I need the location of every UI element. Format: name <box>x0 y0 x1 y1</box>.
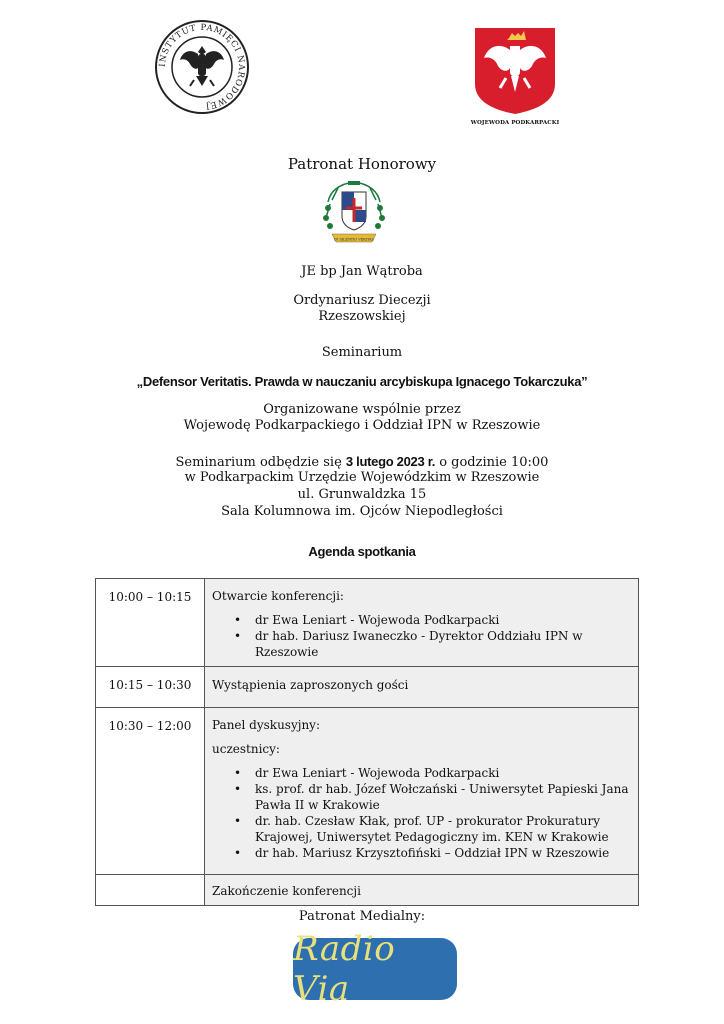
seminar-title: „Defensor Veritatis. Prawda w nauczaniu arcybiskupa Ignacego Tokarczuka” <box>136 374 588 389</box>
venue-line2: ul. Grunwaldzka 15 <box>297 487 427 502</box>
agenda-time: 10:00 – 10:15 <box>96 579 205 667</box>
bishop-coat-of-arms <box>318 178 390 248</box>
when-prefix: Seminarium odbędzie się <box>175 455 346 470</box>
wojewoda-caption: WOJEWODA PODKARPACKI <box>470 120 560 126</box>
list-item: • dr hab. Dariusz Iwaneczko - Dyrektor Oddziału IPN w Rzeszowie <box>212 628 632 660</box>
ipn-ring-text: INSTYTUT PAMIĘCI NARODOWEJ <box>157 22 247 111</box>
agenda-item-title: Otwarcie konferencji: <box>212 589 344 603</box>
list-item: • ks. prof. dr hab. Józef Wołczański - Uniwersytet Papieski Jana Pawła II w Krakowie <box>212 781 632 813</box>
patronage-title: Patronat Honorowy <box>287 155 437 173</box>
agenda-time <box>96 875 205 906</box>
organizers-line1: Organizowane wspólnie przez <box>263 402 461 417</box>
wojewoda-logo <box>470 24 560 134</box>
venue-line1: w Podkarpackim Urzędzie Wojewódzkim w Rzeszowie <box>184 470 540 485</box>
agenda-item-title: Panel dyskusyjny: <box>212 718 320 732</box>
agenda-description <box>205 579 639 667</box>
when-date: 3 lutego 2023 r. <box>345 454 436 469</box>
seminar-when <box>0 454 724 471</box>
radio-via-logo-text: Radio Via <box>293 929 396 1009</box>
agenda-description <box>205 708 639 875</box>
ipn-logo <box>152 18 252 116</box>
list-item: • dr Ewa Leniart - Wojewoda Podkarpacki <box>212 612 632 628</box>
agenda-item-title: Zakończenie konferencji <box>205 875 639 906</box>
bishop-title-line1: Ordynariusz Diecezji <box>293 293 431 308</box>
radio-via-logo <box>293 929 457 1009</box>
venue-line3: Sala Kolumnowa im. Ojców Niepodległości <box>221 504 503 519</box>
agenda-time: 10:30 – 12:00 <box>96 708 205 875</box>
list-item: • dr Ewa Leniart - Wojewoda Podkarpacki <box>212 765 632 781</box>
agenda-heading: Agenda spotkania <box>308 544 416 559</box>
participant-list <box>212 612 632 660</box>
bishop-name: JE bp Jan Wątroba <box>301 264 423 279</box>
agenda-subtitle: uczestnicy: <box>212 742 280 756</box>
bishop-title-line2: Rzeszowskiej <box>318 309 406 324</box>
media-patronage: Patronat Medialny: <box>298 909 426 924</box>
list-item: • dr. hab. Czesław Kłak, prof. UP - prokurator Prokuratury Krajowej, Uniwersytet Pedagogiczny im. KEN w Krakowie <box>212 813 632 845</box>
table-row <box>96 708 639 875</box>
table-row <box>96 579 639 667</box>
when-suffix: o godzinie 10:00 <box>435 455 549 470</box>
table-row <box>96 667 639 708</box>
participant-list <box>212 765 632 861</box>
table-row <box>96 875 639 906</box>
coat-of-arms-motto: IN SILENTIO VERITAS <box>334 237 374 242</box>
agenda-item-title: Wystąpienia zaproszonych gości <box>205 667 639 708</box>
list-item: • dr hab. Mariusz Krzysztofiński – Oddział IPN w Rzeszowie <box>212 845 632 861</box>
organizers-line2: Wojewodę Podkarpackiego i Oddział IPN w Rzeszowie <box>183 418 541 433</box>
agenda-table <box>95 578 639 906</box>
agenda-time: 10:15 – 10:30 <box>96 667 205 708</box>
seminar-label: Seminarium <box>321 345 403 360</box>
